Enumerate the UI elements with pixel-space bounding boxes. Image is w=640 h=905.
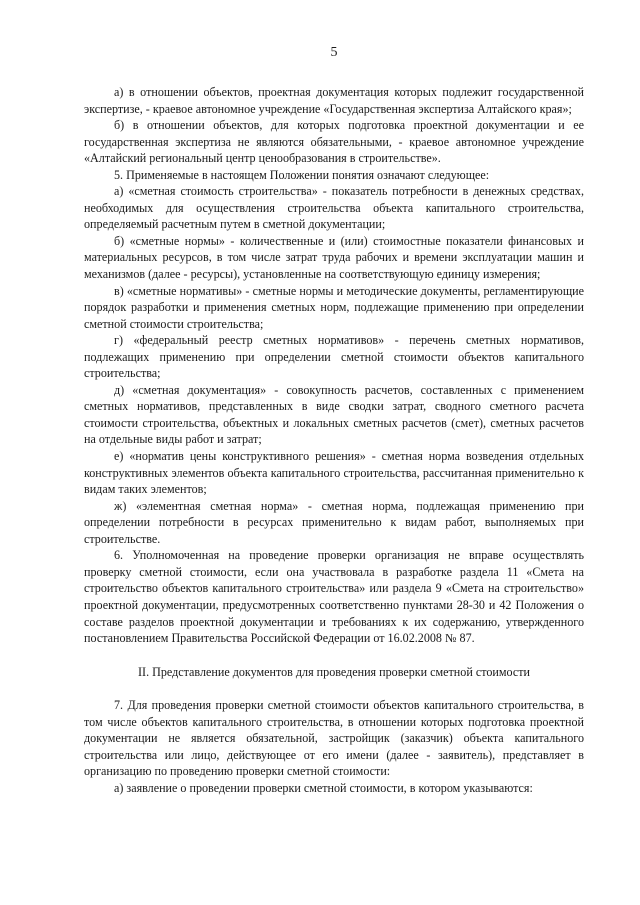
page-number: 5	[330, 45, 338, 60]
section-heading: II. Представление документов для проведения проверки сметной стоимости	[138, 664, 530, 679]
paragraph-6: 6. Уполномоченная на проведение проверки организация не вправе осуществлять проверку сметной стоимости, если она участвовала в разработке раздела 11 «Смета на строительство объектов капитального строительства» или раздела 9 «Смета на строительство» проектной документации, предусмотренных соответственно пунктами 28-30 и 42 Положения о составе разделов проектной документации и требованиях к их содержанию, утвержденного постановлением Правительства Российской Федерации от 16.02.2008 № 87.	[84, 548, 584, 646]
paragraph-5b: б) «сметные нормы» - количественные и (или) стоимостные показатели финансовых и материальных ресурсов, в том числе затрат труда рабочих и времени эксплуатации машин и механизмов (далее - ресурсы), установленные на соответствующую единицу измерения;	[84, 233, 584, 282]
body-before-heading	[84, 84, 584, 647]
document-page	[84, 44, 584, 796]
paragraph-7: 7. Для проведения проверки сметной стоимости объектов капитального строительства, в том числе объектов капитального строительства, в отношении которых подготовка проектной документации не является обязательной, застройщик (заказчик) объекта капитального строительства или лицо, действующее от его имени (далее - заявитель), представляет в организацию по проведению проверки сметной стоимости:	[84, 698, 584, 779]
paragraph-5d: д) «сметная документация» - совокупность расчетов, составленных с применением сметных нормативов, представленных в виде сводки затрат, сводного сметного расчета стоимости строительства, объектных и локальных сметных расчетов (смет), сметных расчетов на отдельные виды работ и затрат;	[84, 382, 584, 447]
paragraph-5e: е) «норматив цены конструктивного решения» - сметная норма возведения отдельных конструктивных элементов объекта капитального строительства, рассчитанная применительно к видам таких элементов;	[84, 449, 584, 497]
body-after-heading	[84, 697, 584, 796]
paragraph-4b: б) в отношении объектов, для которых подготовка проектной документации и ее государственная экспертиза не являются обязательными, - краевое автономное учреждение «Алтайский региональный центр ценообразования в строительстве».	[84, 118, 584, 166]
paragraph-7a: а) заявление о проведении проверки сметной стоимости, в котором указываются:	[114, 780, 533, 795]
paragraph-5: 5. Применяемые в настоящем Положении понятия означают следующее:	[114, 167, 490, 182]
paragraph-5zh: ж) «элементная сметная норма» - сметная норма, подлежащая применению при определении потребности в ресурсах применительно к видам работ, выполняемых при строительстве.	[84, 498, 584, 546]
paragraph-5v: в) «сметные нормативы» - сметные нормы и методические документы, регламентирующие порядок разработки и применения сметных норм, подлежащие применению при определении сметной стоимости строительства;	[84, 283, 584, 331]
paragraph-4a: а) в отношении объектов, проектная документация которых подлежит государственной экспертизе, - краевое автономное учреждение «Государственная экспертиза Алтайского края»;	[84, 85, 584, 116]
paragraph-5g: г) «федеральный реестр сметных нормативов» - перечень сметных нормативов, подлежащих применению при определении сметной стоимости объектов капитального строительства;	[84, 333, 584, 381]
paragraph-5a: а) «сметная стоимость строительства» - показатель потребности в денежных средствах, необходимых для осуществления строительства объекта капитального строительства, определяемый расчетным путем в сметной документации;	[84, 184, 584, 232]
